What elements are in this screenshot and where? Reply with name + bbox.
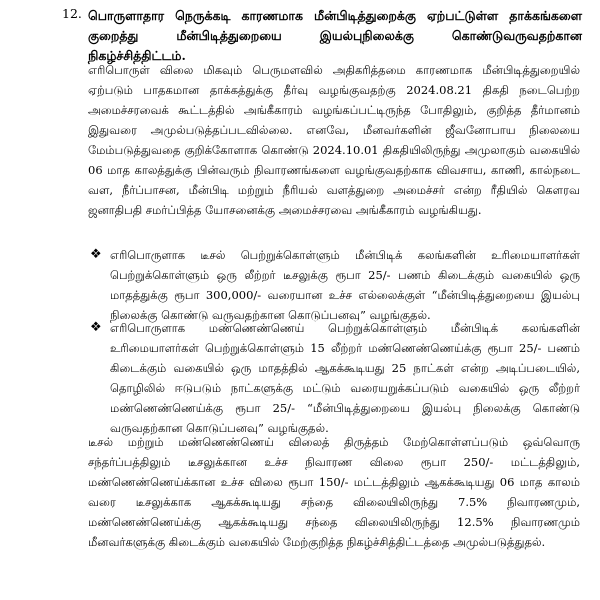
bullet-text: டீசல் மற்றும் மண்ணெண்ணெய் விலைத் திருத்தம் மேற்கொள்ளப்படும் ஒவ்வொரு சந்தர்ப்பத்திலும் டீசலுக்கான உச்ச நிவாரண விலை ரூபா 250/- மட்டத்திலும், மண்ணெண்ணெய்க்கான உச்ச விலை ரூபா 150/- மட்டத்திலும் ஆகக்கூடியது 06 மாத காலம் வரை டீசலுக்காக ஆகக்கூடியது சந்தை விலையிலிருந்து 7.5% நிவாரணமும், மண்ணெண்ணெய்க்கு ஆகக்கூடியது சந்தை விலையிலிருந்து 12.5% நிவாரணமும் மீனவர்களுக்கு கிடைக்கும் வகையில் மேற்குறித்த நிகழ்ச்சித்திட்டத்தை அமுல்படுத்துதல்.	[88, 435, 580, 549]
bullet-item-price-relief	[88, 432, 580, 552]
diamond-bullet-icon: ❖	[90, 247, 102, 262]
bullet-text: எரிபொருளாக மண்ணெண்ணெய் பெற்றுக்கொள்ளும் மீன்பிடிக் கலங்களின் உரிமையாளர்கள் பெற்றுக்கொள்ளும் 15 லீற்றர் மண்ணெண்ணெய்க்கு ரூபா 25/- பணம் கிடைக்கும் வகையில் ஒரு மாதத்தில் ஆகக்கூடியது 25 நாட்கள் என்ற அடிப்படையில், தொழிலில் ஈடுபடும் நாட்களுக்கு மட்டும் வரையறுக்கப்படும் வகையில் ஒரு லீற்றர் மண்ணெண்ணெய்க்கு ரூபா 25/- “மீன்பிடித்துறையை இயல்பு நிலைக்கு கொண்டு வருவதற்கான கொடுப்பனவு” வழங்குதல்.	[110, 321, 580, 435]
section-heading	[62, 6, 582, 66]
bullet-text: எரிபொருளாக டீசல் பெற்றுக்கொள்ளும் மீன்பிடிக் கலங்களின் உரிமையாளர்கள் பெற்றுக்கொள்ளும் ஒரு லீற்றர் டீசலுக்கு ரூபா 25/- பணம் கிடைக்கும் வகையில் ஒரு மாதத்துக்கு ரூபா 300,000/- வரையான உச்ச எல்லைக்குள் “மீன்பிடித்துறையை இயல்பு நிலைக்கு கொண்டு வருவதற்கான கொடுப்பனவு” வழங்குதல்.	[110, 248, 580, 322]
section-title: பொருளாதார நெருக்கடி காரணமாக மீன்பிடித்துறைக்கு ஏற்பட்டுள்ள தாக்கங்களை குறைத்து மீன்பிடித்துறையை இயல்புநிலைக்கு கொண்டுவருவதற்கான நிகழ்ச்சித்திட்டம்.	[88, 8, 582, 63]
section-number: 12.	[62, 6, 82, 21]
body-paragraph: எரிபொருள் விலை மிகவும் பெருமளவில் அதிகரித்தமை காரணமாக மீன்பிடித்துறையில் ஏற்படும் பாதகமான தாக்கத்துக்கு தீர்வு வழங்குவதற்கு 2024.08.21 திகதி நடைபெற்ற அமைச்சரவைக் கூட்டத்தில் அங்கீகாரம் வழங்கப்பட்டிருந்த போதிலும், குறித்த தீர்மானம் இதுவரை அமுல்படுத்தப்படவில்லை. எனவே, மீனவர்களின் ஜீவனோபாய நிலையை மேம்படுத்துவதை குறிக்கோளாக கொண்டு 2024.10.01 திகதியிலிருந்து அமுலாகும் வகையில் 06 மாத காலத்துக்கு பின்வரும் நிவாரணங்களை வழங்குவதற்காக விவசாய, காணி, கால்நடை வள, நீர்ப்பாசன, மீன்பிடி மற்றும் நீரியல் வளத்துறை அமைச்சர் என்ற ரீதியில் கௌரவ ஜனாதிபதி சமர்ப்பித்த யோசனைக்கு அமைச்சரவை அங்கீகாரம் வழங்கியது.	[88, 63, 580, 217]
bullet-item-diesel	[90, 245, 580, 325]
diamond-bullet-icon: ❖	[90, 320, 102, 335]
bullet-item-kerosene	[90, 318, 580, 438]
